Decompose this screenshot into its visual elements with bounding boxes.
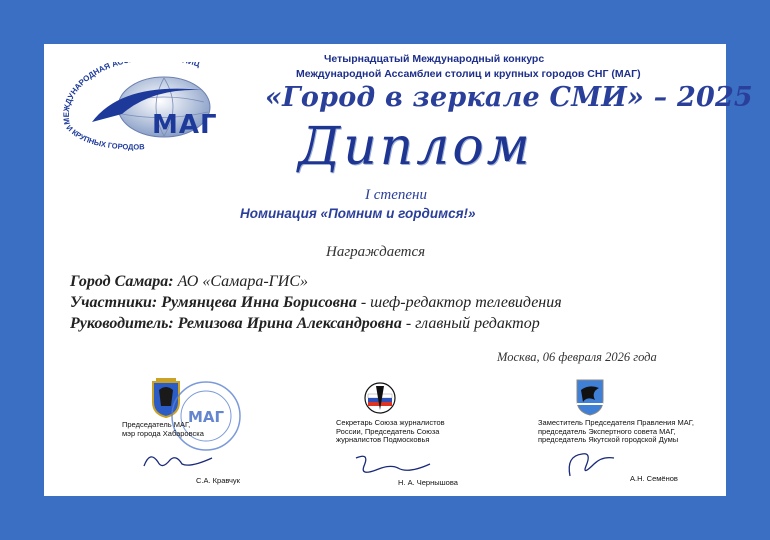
svg-text:МЕЖДУНАРОДНАЯ АССАМБЛЕЯ СТОЛИЦ: МЕЖДУНАРОДНАЯ АС Ц (61, 62, 202, 126)
leader-name: Ремизова Ирина Александровна (177, 315, 402, 332)
signatory-3-name: А.Н. Семёнов (630, 474, 678, 483)
issue-date: Москва, 06 февраля 2026 года (497, 350, 657, 364)
leader-role: - главный редактор (405, 315, 540, 332)
svg-text:МАГ: МАГ (187, 408, 225, 426)
diploma-degree: I степени (365, 187, 427, 203)
signatory-1-title: Председатель МАГ, мэр города Хабаровска (122, 420, 204, 438)
nomination: Номинация «Помним и гордимся!» (240, 206, 476, 221)
contest-title: «Город в зеркале СМИ» – 2025 (265, 82, 753, 113)
signatory-2-name: Н. А. Чернышова (398, 478, 458, 487)
signatory-1-signature (140, 448, 220, 479)
awarded-label: Награждается (326, 244, 426, 260)
participants-role: - шеф-редактор телевидения (360, 294, 562, 311)
signatory-2-title: Секретарь Союза журналистов России, Председатель Союза журналистов Подмосковья (336, 418, 445, 444)
diploma-title: Диплом (298, 117, 533, 177)
mag-round-stamp-icon (170, 380, 242, 457)
globe-emblem-icon (52, 62, 248, 158)
logo-abbr: МАГ (152, 110, 218, 140)
header-line-1: Четырнадцатый Международный конкурс (324, 53, 545, 65)
journalists-union-emblem-icon (362, 380, 398, 421)
yakutsk-coat-of-arms-icon (575, 378, 605, 421)
signatory-3-signature (562, 446, 622, 485)
participants-label: Участники: (70, 294, 158, 311)
participants-name: Румянцева Инна Борисовна (161, 294, 357, 311)
svg-text:И КРУПНЫХ ГОРОДОВ: И КРУПНЫХ ГОРОДОВ (64, 123, 145, 152)
city-line (70, 273, 308, 291)
leader-label: Руководитель: (70, 315, 174, 332)
participants-line (70, 294, 562, 312)
mag-logo (52, 62, 248, 158)
leader-line (70, 315, 540, 333)
city-value: АО «Самара-ГИС» (177, 273, 309, 290)
signatory-1-name: С.А. Кравчук (196, 476, 240, 485)
signatory-3-title: Заместитель Председателя Правления МАГ, председатель Экспертного совета МАГ, председатель Якутской городской Думы (538, 418, 694, 444)
header-line-2: Международной Ассамблеи столиц и крупных городов СНГ (МАГ) (296, 68, 641, 80)
city-label: Город Самара: (70, 273, 174, 290)
